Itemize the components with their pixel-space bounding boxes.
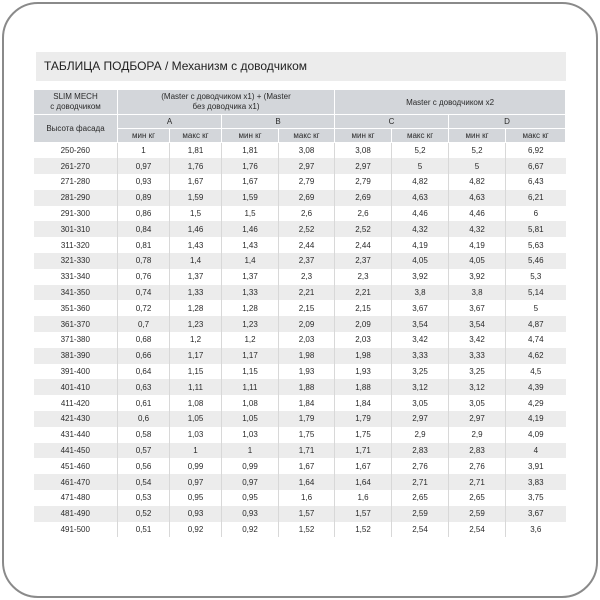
value-cell: 6 (506, 206, 566, 222)
value-cell: 3,05 (449, 395, 506, 411)
value-cell: 1,67 (222, 174, 279, 190)
value-cell: 2,76 (449, 458, 506, 474)
value-cell: 1,71 (279, 443, 335, 459)
value-cell: 2,79 (279, 174, 335, 190)
value-cell: 4,46 (392, 206, 449, 222)
value-cell: 0,72 (118, 300, 170, 316)
table-row (34, 395, 566, 411)
value-cell: 0,99 (222, 458, 279, 474)
page-title: ТАБЛИЦА ПОДБОРА / Механизм с доводчиком (36, 52, 566, 81)
value-cell: 1,76 (170, 158, 222, 174)
value-cell: 4,87 (506, 316, 566, 332)
value-cell: 2,83 (449, 443, 506, 459)
value-cell: 1,03 (170, 427, 222, 443)
value-cell: 6,67 (506, 158, 566, 174)
value-cell: 2,03 (279, 332, 335, 348)
value-cell: 1,6 (335, 490, 392, 506)
corner-header (34, 90, 118, 115)
table-row (34, 300, 566, 316)
facade-height-cell: 431-440 (34, 427, 118, 443)
table-row (34, 190, 566, 206)
value-cell: 0,97 (222, 474, 279, 490)
value-cell: 1,23 (170, 316, 222, 332)
value-cell: 1,37 (222, 269, 279, 285)
value-cell: 5 (449, 158, 506, 174)
value-cell: 3,92 (392, 269, 449, 285)
value-cell: 1,6 (279, 490, 335, 506)
value-cell: 5 (506, 300, 566, 316)
value-cell: 1,67 (170, 174, 222, 190)
table-row (34, 348, 566, 364)
value-cell: 1,05 (222, 411, 279, 427)
value-cell: 1,79 (279, 411, 335, 427)
value-cell: 2,65 (449, 490, 506, 506)
value-cell: 3,08 (279, 143, 335, 159)
value-cell: 2,21 (279, 285, 335, 301)
value-cell: 0,64 (118, 364, 170, 380)
value-cell: 0,97 (170, 474, 222, 490)
value-cell: 1,75 (335, 427, 392, 443)
value-cell: 5,46 (506, 253, 566, 269)
value-cell: 3,67 (392, 300, 449, 316)
facade-height-cell: 271-280 (34, 174, 118, 190)
col-a-header: A (118, 115, 222, 129)
value-cell: 5,14 (506, 285, 566, 301)
value-cell: 1,81 (222, 143, 279, 159)
value-cell: 2,97 (279, 158, 335, 174)
value-cell: 4,32 (449, 221, 506, 237)
value-cell: 1,46 (170, 221, 222, 237)
value-cell: 0,51 (118, 522, 170, 538)
value-cell: 1,15 (170, 364, 222, 380)
value-cell: 4,19 (449, 237, 506, 253)
value-cell: 1,59 (170, 190, 222, 206)
value-cell: 1,84 (279, 395, 335, 411)
table-row (34, 364, 566, 380)
value-cell: 1,23 (222, 316, 279, 332)
min-kg-header: мин кг (118, 129, 170, 143)
value-cell: 0,99 (170, 458, 222, 474)
value-cell: 1,75 (279, 427, 335, 443)
table-body (34, 143, 566, 538)
value-cell: 2,03 (335, 332, 392, 348)
value-cell: 1,88 (335, 379, 392, 395)
value-cell: 3,83 (506, 474, 566, 490)
value-cell: 1,05 (170, 411, 222, 427)
value-cell: 1,03 (222, 427, 279, 443)
value-cell: 4,09 (506, 427, 566, 443)
col-c-header: C (335, 115, 449, 129)
value-cell: 3,42 (392, 332, 449, 348)
value-cell: 3,54 (392, 316, 449, 332)
value-cell: 5,2 (392, 143, 449, 159)
facade-height-cell: 371-380 (34, 332, 118, 348)
facade-height-cell: 321-330 (34, 253, 118, 269)
min-kg-header: мин кг (222, 129, 279, 143)
value-cell: 1,98 (335, 348, 392, 364)
value-cell: 0,76 (118, 269, 170, 285)
value-cell: 0,6 (118, 411, 170, 427)
value-cell: 2,3 (335, 269, 392, 285)
group1-header-line1: (Master с доводчиком x1) + (Master (161, 92, 291, 101)
table-row (34, 458, 566, 474)
value-cell: 1,43 (170, 237, 222, 253)
table-row (34, 427, 566, 443)
value-cell: 4,46 (449, 206, 506, 222)
value-cell: 1,28 (222, 300, 279, 316)
facade-height-cell: 301-310 (34, 221, 118, 237)
value-cell: 2,97 (335, 158, 392, 174)
facade-height-cell: 361-370 (34, 316, 118, 332)
selection-table (33, 89, 566, 537)
value-cell: 0,92 (170, 522, 222, 538)
value-cell: 3,33 (449, 348, 506, 364)
corner-header-line2: с доводчиком (50, 102, 101, 111)
value-cell: 1,2 (222, 332, 279, 348)
value-cell: 1,93 (335, 364, 392, 380)
corner-header-line1: SLIM MECH (53, 92, 98, 101)
value-cell: 2,71 (392, 474, 449, 490)
value-cell: 4,5 (506, 364, 566, 380)
value-cell: 0,95 (222, 490, 279, 506)
facade-height-cell: 281-290 (34, 190, 118, 206)
value-cell: 4,74 (506, 332, 566, 348)
facade-height-cell: 491-500 (34, 522, 118, 538)
value-cell: 0,81 (118, 237, 170, 253)
value-cell: 1,11 (222, 379, 279, 395)
max-kg-header: макс кг (279, 129, 335, 143)
value-cell: 3,05 (392, 395, 449, 411)
table-row (34, 506, 566, 522)
table-row (34, 269, 566, 285)
table-row (34, 158, 566, 174)
facade-height-cell: 421-430 (34, 411, 118, 427)
table-row (34, 332, 566, 348)
value-cell: 2,09 (335, 316, 392, 332)
value-cell: 0,89 (118, 190, 170, 206)
value-cell: 2,54 (392, 522, 449, 538)
value-cell: 1,52 (279, 522, 335, 538)
value-cell: 3,6 (506, 522, 566, 538)
value-cell: 0,56 (118, 458, 170, 474)
value-cell: 3,67 (449, 300, 506, 316)
value-cell: 1,64 (279, 474, 335, 490)
value-cell: 6,92 (506, 143, 566, 159)
value-cell: 0,53 (118, 490, 170, 506)
value-cell: 2,83 (392, 443, 449, 459)
value-cell: 2,65 (392, 490, 449, 506)
value-cell: 2,15 (279, 300, 335, 316)
facade-height-cell: 291-300 (34, 206, 118, 222)
value-cell: 1 (170, 443, 222, 459)
value-cell: 1,52 (335, 522, 392, 538)
facade-height-cell: 331-340 (34, 269, 118, 285)
value-cell: 4,39 (506, 379, 566, 395)
table-row (34, 221, 566, 237)
value-cell: 2,9 (449, 427, 506, 443)
facade-height-header: Высота фасада (34, 115, 118, 143)
value-cell: 4,62 (506, 348, 566, 364)
value-cell: 1 (118, 143, 170, 159)
value-cell: 0,84 (118, 221, 170, 237)
value-cell: 1,4 (170, 253, 222, 269)
min-kg-header: мин кг (449, 129, 506, 143)
min-kg-header: мин кг (335, 129, 392, 143)
table-row (34, 443, 566, 459)
value-cell: 5,2 (449, 143, 506, 159)
value-cell: 1,81 (170, 143, 222, 159)
value-cell: 1,43 (222, 237, 279, 253)
value-cell: 0,93 (222, 506, 279, 522)
value-cell: 0,68 (118, 332, 170, 348)
value-cell: 1,67 (335, 458, 392, 474)
value-cell: 2,69 (279, 190, 335, 206)
value-cell: 1,57 (279, 506, 335, 522)
table-row (34, 522, 566, 538)
group2-header: Master с доводчиком x2 (335, 90, 566, 115)
table-row (34, 411, 566, 427)
value-cell: 0,97 (118, 158, 170, 174)
value-cell: 4,63 (449, 190, 506, 206)
value-cell: 3,12 (392, 379, 449, 395)
value-cell: 3,91 (506, 458, 566, 474)
value-cell: 3,33 (392, 348, 449, 364)
group1-header (118, 90, 335, 115)
value-cell: 4,05 (449, 253, 506, 269)
value-cell: 3,92 (449, 269, 506, 285)
value-cell: 0,61 (118, 395, 170, 411)
value-cell: 1,5 (170, 206, 222, 222)
value-cell: 2,59 (449, 506, 506, 522)
table-row (34, 490, 566, 506)
value-cell: 2,71 (449, 474, 506, 490)
value-cell: 3,67 (506, 506, 566, 522)
value-cell: 2,6 (335, 206, 392, 222)
value-cell: 1,28 (170, 300, 222, 316)
value-cell: 1,67 (279, 458, 335, 474)
value-cell: 1,98 (279, 348, 335, 364)
facade-height-cell: 391-400 (34, 364, 118, 380)
value-cell: 3,25 (449, 364, 506, 380)
value-cell: 5,3 (506, 269, 566, 285)
value-cell: 2,54 (449, 522, 506, 538)
table-row (34, 379, 566, 395)
value-cell: 3,54 (449, 316, 506, 332)
value-cell: 0,95 (170, 490, 222, 506)
value-cell: 0,52 (118, 506, 170, 522)
value-cell: 2,44 (279, 237, 335, 253)
value-cell: 2,59 (392, 506, 449, 522)
value-cell: 3,42 (449, 332, 506, 348)
value-cell: 2,09 (279, 316, 335, 332)
value-cell: 2,69 (335, 190, 392, 206)
facade-height-cell: 250-260 (34, 143, 118, 159)
max-kg-header: макс кг (392, 129, 449, 143)
value-cell: 1,88 (279, 379, 335, 395)
value-cell: 0,92 (222, 522, 279, 538)
value-cell: 4,05 (392, 253, 449, 269)
value-cell: 2,76 (392, 458, 449, 474)
value-cell: 2,37 (335, 253, 392, 269)
value-cell: 1,84 (335, 395, 392, 411)
value-cell: 5 (392, 158, 449, 174)
value-cell: 4,32 (392, 221, 449, 237)
table-row (34, 316, 566, 332)
value-cell: 6,43 (506, 174, 566, 190)
facade-height-cell: 311-320 (34, 237, 118, 253)
value-cell: 1,46 (222, 221, 279, 237)
facade-height-cell: 461-470 (34, 474, 118, 490)
value-cell: 6,21 (506, 190, 566, 206)
value-cell: 0,78 (118, 253, 170, 269)
value-cell: 1,57 (335, 506, 392, 522)
value-cell: 1,11 (170, 379, 222, 395)
value-cell: 1,71 (335, 443, 392, 459)
value-cell: 2,6 (279, 206, 335, 222)
value-cell: 1,08 (170, 395, 222, 411)
facade-height-cell: 381-390 (34, 348, 118, 364)
value-cell: 4,19 (506, 411, 566, 427)
value-cell: 0,58 (118, 427, 170, 443)
value-cell: 4,19 (392, 237, 449, 253)
value-cell: 1,2 (170, 332, 222, 348)
col-b-header: B (222, 115, 335, 129)
value-cell: 1,15 (222, 364, 279, 380)
value-cell: 3,75 (506, 490, 566, 506)
table-row (34, 237, 566, 253)
value-cell: 1,79 (335, 411, 392, 427)
value-cell: 1,37 (170, 269, 222, 285)
table-row (34, 143, 566, 159)
value-cell: 4,82 (449, 174, 506, 190)
value-cell: 0,57 (118, 443, 170, 459)
value-cell: 1,59 (222, 190, 279, 206)
value-cell: 2,15 (335, 300, 392, 316)
facade-height-cell: 351-360 (34, 300, 118, 316)
value-cell: 2,52 (279, 221, 335, 237)
col-d-header: D (449, 115, 566, 129)
facade-height-cell: 411-420 (34, 395, 118, 411)
value-cell: 0,54 (118, 474, 170, 490)
facade-height-cell: 261-270 (34, 158, 118, 174)
facade-height-cell: 441-450 (34, 443, 118, 459)
value-cell: 2,44 (335, 237, 392, 253)
table-row (34, 285, 566, 301)
group1-header-line2: без доводчика x1) (192, 102, 260, 111)
value-cell: 0,63 (118, 379, 170, 395)
value-cell: 1,5 (222, 206, 279, 222)
value-cell: 3,25 (392, 364, 449, 380)
facade-height-cell: 481-490 (34, 506, 118, 522)
value-cell: 0,93 (170, 506, 222, 522)
value-cell: 4 (506, 443, 566, 459)
table-row (34, 174, 566, 190)
value-cell: 3,08 (335, 143, 392, 159)
value-cell: 1 (222, 443, 279, 459)
value-cell: 1,76 (222, 158, 279, 174)
facade-height-cell: 471-480 (34, 490, 118, 506)
value-cell: 3,12 (449, 379, 506, 395)
value-cell: 3,8 (392, 285, 449, 301)
value-cell: 1,17 (170, 348, 222, 364)
value-cell: 5,63 (506, 237, 566, 253)
value-cell: 2,3 (279, 269, 335, 285)
value-cell: 5,81 (506, 221, 566, 237)
value-cell: 2,37 (279, 253, 335, 269)
value-cell: 2,52 (335, 221, 392, 237)
value-cell: 1,08 (222, 395, 279, 411)
value-cell: 3,8 (449, 285, 506, 301)
facade-height-cell: 451-460 (34, 458, 118, 474)
max-kg-header: макс кг (170, 129, 222, 143)
facade-height-cell: 341-350 (34, 285, 118, 301)
value-cell: 4,63 (392, 190, 449, 206)
value-cell: 2,97 (449, 411, 506, 427)
value-cell: 2,79 (335, 174, 392, 190)
value-cell: 0,93 (118, 174, 170, 190)
value-cell: 1,33 (222, 285, 279, 301)
value-cell: 2,97 (392, 411, 449, 427)
table-row (34, 474, 566, 490)
value-cell: 1,33 (170, 285, 222, 301)
table-row (34, 253, 566, 269)
value-cell: 0,66 (118, 348, 170, 364)
value-cell: 0,86 (118, 206, 170, 222)
value-cell: 1,64 (335, 474, 392, 490)
value-cell: 2,21 (335, 285, 392, 301)
value-cell: 1,93 (279, 364, 335, 380)
value-cell: 0,74 (118, 285, 170, 301)
value-cell: 0,7 (118, 316, 170, 332)
value-cell: 4,29 (506, 395, 566, 411)
value-cell: 1,17 (222, 348, 279, 364)
value-cell: 2,9 (392, 427, 449, 443)
max-kg-header: макс кг (506, 129, 566, 143)
value-cell: 4,82 (392, 174, 449, 190)
table-row (34, 206, 566, 222)
facade-height-cell: 401-410 (34, 379, 118, 395)
value-cell: 1,4 (222, 253, 279, 269)
